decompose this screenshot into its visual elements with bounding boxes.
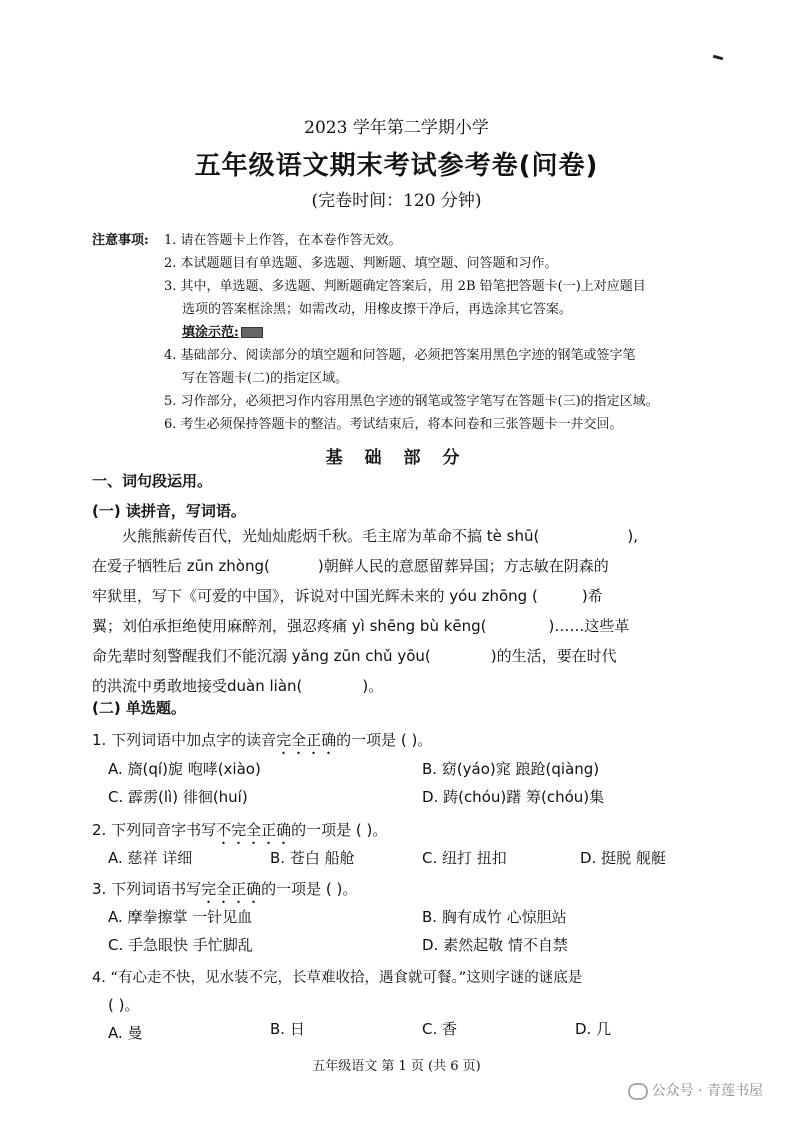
exam-duration: (完卷时间：120 分钟) [311,191,482,211]
note-item: 6. 考生必须保持答题卡的整洁。考试结束后，将本问卷和三张答题卡一并交回。 [164,417,623,432]
option: A. 慈祥 详细 [108,849,193,867]
passage-text: 火熊熊薪传百代，光灿灿彪炳千秋。毛主席为革命不搞 tè shū( [122,527,540,545]
option: D. 挺脱 舰艇 [580,849,666,867]
page-footer: 五年级语文 第 1 页 (共 6 页) [312,1059,481,1074]
option: D. 几 [575,1020,612,1038]
note-item: 选项的答案框涂黑；如需改动，用橡皮擦干净后，再选涂其它答案。 [182,302,573,317]
passage-text: )的生活，要在时代 [490,647,617,665]
option: A. 曼 [108,1024,143,1042]
sub-heading: (二) 单选题。 [92,699,186,717]
option: C. 香 [422,1020,458,1038]
option: D. 踌(chóu)躇 筹(chóu)集 [422,788,605,806]
option: A. 摩拳擦掌 一针见血 [108,908,253,926]
question-stem: 4. “有心走不快，见水装不完，长草难收拾，遇食就可餐。”这则字谜的谜底是 [92,970,583,986]
stem-text: 的一项是 ( )。 [261,880,358,898]
fill-example [92,321,659,344]
option: B. 窈(yáo)窕 踉跄(qiàng) [422,760,600,778]
sub-heading: (一) 读拼音，写词语。 [92,502,246,520]
option: B. 日 [270,1020,305,1038]
passage-text: )。 [362,677,384,695]
pinyin-passage [92,521,722,701]
passage-text: 牢狱里，写下《可爱的中国》，诉说对中国光辉未来的 yóu zhōng ( [92,587,538,605]
section-heading: 基 础 部 分 [325,448,468,468]
notes-label: 注意事项: [92,233,149,248]
stem-emphasis: 完全正确 [201,880,262,898]
option: C. 纽打 扭扣 [422,849,507,867]
passage-text: 的洪流中勇敢地接受duàn liàn( [92,677,303,695]
passage-text: )朝鲜人民的意愿留葬异国；方志敏在阴森的 [317,557,609,575]
passage-text: 翼；刘伯承拒绝使用麻醉剂，强忍疼痛 yì shēng bù kēng( [92,617,487,635]
option: C. 手急眼快 手忙脚乱 [108,936,253,954]
watermark-text: 公众号 · 青莲书屋 [651,1083,763,1099]
passage-text: )……这些革 [548,617,630,635]
wechat-icon [628,1083,648,1100]
scan-mark [713,55,723,60]
part-heading: 一、词句段运用。 [92,472,213,490]
passage-text: 在爱子牺牲后 zūn zhòng( [92,557,270,575]
watermark [628,1080,763,1100]
stem-emphasis: 完全正确 [276,731,337,749]
notes-block [92,229,659,436]
passage-text: )希 [581,587,603,605]
option: B. 苍白 船舱 [270,849,355,867]
option: D. 素然起敬 情不自禁 [422,936,568,954]
fill-example-label: 填涂示范: [182,325,239,340]
question-stem-cont: ( )。 [108,996,140,1014]
stem-text: 2. 下列同音字书写 [92,821,217,839]
note-item: 2. 本试题题目有单选题、多选题、判断题、填空题、问答题和习作。 [164,256,558,271]
stem-text: 的一项是 ( )。 [291,821,388,839]
passage-text: 命先辈时刻警醒我们不能沉溺 yǎng zūn chǔ yōu( [92,647,431,665]
stem-text: 3. 下列词语书写 [92,880,202,898]
question-stem [92,878,357,907]
note-item: 4. 基础部分、阅读部分的填空题和问答题，必须把答案用黑色字迹的钢笔或签字笔 [164,348,636,363]
option: B. 胸有成竹 心惊胆站 [422,908,567,926]
exam-subtitle: 2023 学年第二学期小学 [304,118,489,138]
note-item: 写在答题卡(二)的指定区域。 [182,371,349,386]
fill-swatch-icon [241,327,263,338]
question-stem [92,819,387,848]
stem-text: 的一项是 ( )。 [336,731,433,749]
stem-emphasis: 不完全正确 [216,821,292,839]
passage-text: ), [627,527,638,545]
option: A. 旖(qí)旎 咆哮(xiào) [108,760,261,778]
exam-title: 五年级语文期末考试参考卷(问卷) [194,151,599,181]
note-item: 5. 习作部分，必须把习作内容用黑色字迹的钢笔或签字笔写在答题卡(三)的指定区域。 [164,394,659,409]
note-item: 3. 其中，单选题、多选题、判断题确定答案后，用 2B 铅笔把答题卡(一)上对应题目 [164,279,646,294]
stem-text: 1. 下列词语中加点字的读音 [92,731,277,749]
question-stem [92,729,432,758]
option: C. 霹雳(lì) 徘徊(huí) [108,788,248,806]
note-item: 1. 请在答题卡上作答，在本卷作答无效。 [164,233,402,248]
